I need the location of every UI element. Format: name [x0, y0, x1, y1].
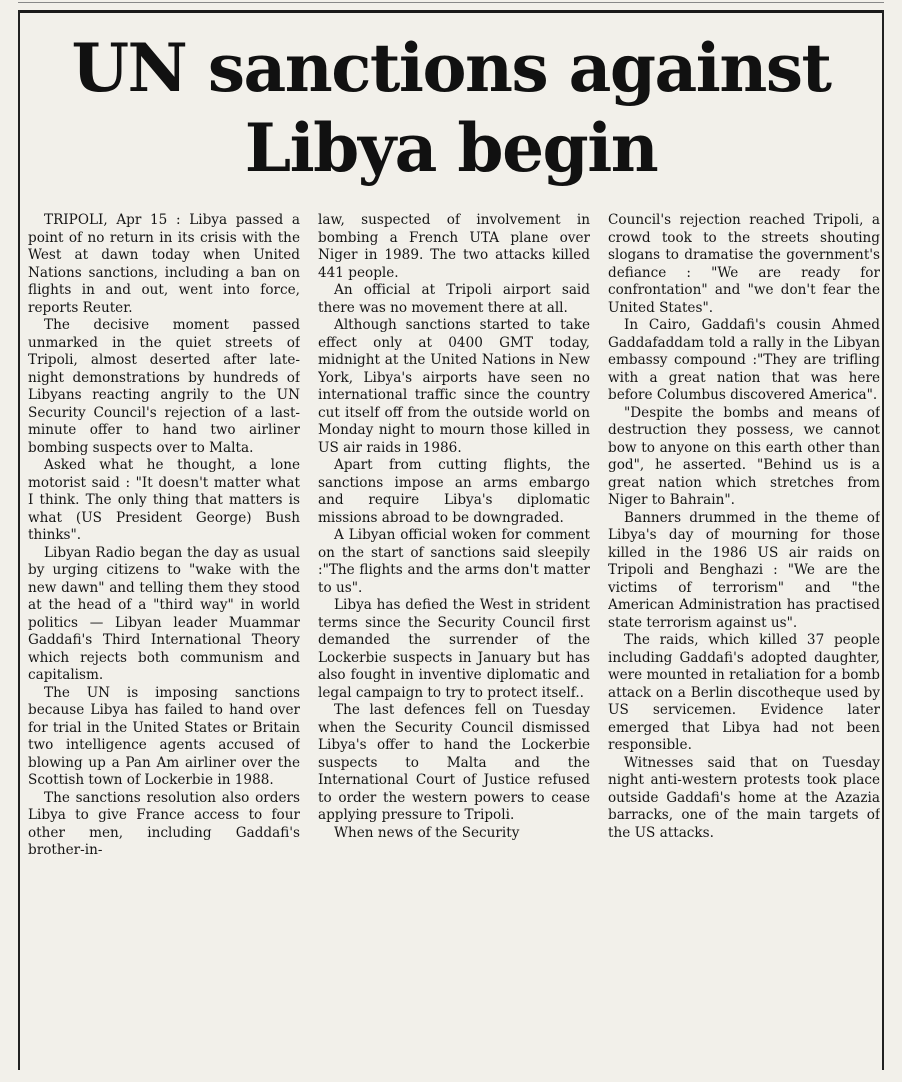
paragraph: In Cairo, Gaddafi's cousin Ahmed Gaddafaddam told a rally in the Libyan embassy compound :"They are trifling with a great nation that was here before Columbus discovered America". [608, 317, 880, 403]
top-thin-rule [18, 2, 884, 3]
paragraph: An official at Tripoli airport said there was no movement there at all. [318, 282, 590, 316]
paragraph: The decisive moment passed unmarked in the quiet streets of Tripoli, almost deserted after late-night demonstrations by hundreds of Libyans reacting angrily to the UN Security Council's rejection of a last-minute offer to hand two airliner bombing suspects over to Malta. [28, 317, 300, 456]
paragraph: "Despite the bombs and means of destruction they possess, we cannot bow to anyone on this earth other than god", he asserted. "Behind us is a great nation which stretches from Niger to Bahrain". [608, 404, 880, 508]
paragraph: Apart from cutting flights, the sanctions impose an arms embargo and require Libya's diplomatic missions abroad to be downgraded. [318, 457, 590, 526]
headline-line-1: UN sanctions against [71, 29, 831, 107]
column-1 [28, 212, 300, 1072]
top-rule [18, 10, 884, 13]
paragraph: A Libyan official woken for comment on the start of sanctions said sleepily :"The flights and the arms don't matter to us". [318, 527, 590, 596]
article-body [28, 212, 880, 1072]
column-3 [608, 212, 880, 1072]
paragraph: Witnesses said that on Tuesday night anti-western protests took place outside Gaddafi's home at the Azazia barracks, one of the main targets of the US attacks. [608, 754, 880, 841]
paragraph: When news of the Security [334, 824, 520, 841]
paragraph: Asked what he thought, a lone motorist said : "It doesn't matter what I think. The only thing that matters is what (US President George) Bush thinks". [28, 457, 300, 543]
paragraph: The raids, which killed 37 people including Gaddafi's adopted daughter, were mounted in retaliation for a bomb attack on a Berlin discotheque used by US servicemen. Evidence later emerged that Libya had not been responsible. [608, 632, 880, 753]
paragraph: Although sanctions started to take effect only at 0400 GMT today, midnight at the United Nations in New York, Libya's airports have seen no international traffic since the country cut itself off from the outside world on Monday night to mourn those killed in US air raids in 1986. [318, 317, 590, 456]
paragraph: Libya has defied the West in strident terms since the Security Council first demanded the surrender of the Lockerbie suspects in January but has also fought in inventive diplomatic and legal campaign to try to protect itself.. [318, 597, 590, 701]
paragraph: Banners drummed in the theme of Libya's day of mourning for those killed in the 1986 US air raids on Tripoli and Benghazi : "We are the victims of terrorism" and "the American Administration has practised state terrorism against us". [608, 509, 880, 631]
column-2 [318, 212, 590, 1072]
paragraph-continued: Council's rejection reached Tripoli, a crowd took to the streets shouting slogans to dramatise the government's defiance : "We are ready for confrontation" and "we don't fear the United States". [608, 212, 880, 316]
paragraph-continued: law, suspected of involvement in bombing a French UTA plane over Niger in 1989. The two attacks killed 441 people. [318, 212, 590, 281]
paragraph: The sanctions resolution also orders Libya to give France access to four other men, including Gaddafi's brother-in- [28, 789, 300, 858]
headline-line-2: Libya begin [244, 109, 658, 187]
paragraph: The last defences fell on Tuesday when the Security Council dismissed Libya's offer to hand the Lockerbie suspects to Malta and the International Court of Justice refused to order the western powers to cease applying pressure to Tripoli. [318, 702, 590, 823]
paragraph: TRIPOLI, Apr 15 : Libya passed a point of no return in its crisis with the West at dawn today when United Nations sanctions, including a ban on flights in and out, went into force, reports Reuter. [28, 212, 300, 316]
headline [20, 28, 882, 188]
paragraph: The UN is imposing sanctions because Libya has failed to hand over for trial in the United States or Britain two intelligence agents accused of blowing up a Pan Am airliner over the Scottish town of Lockerbie in 1988. [28, 684, 300, 788]
right-border-rule [882, 10, 884, 1070]
paragraph: Libyan Radio began the day as usual by urging citizens to "wake with the new dawn" and telling them they stood at the head of a "third way" in world politics — Libyan leader Muammar Gaddafi's Third International Theory which rejects both communism and capitalism. [28, 544, 300, 683]
